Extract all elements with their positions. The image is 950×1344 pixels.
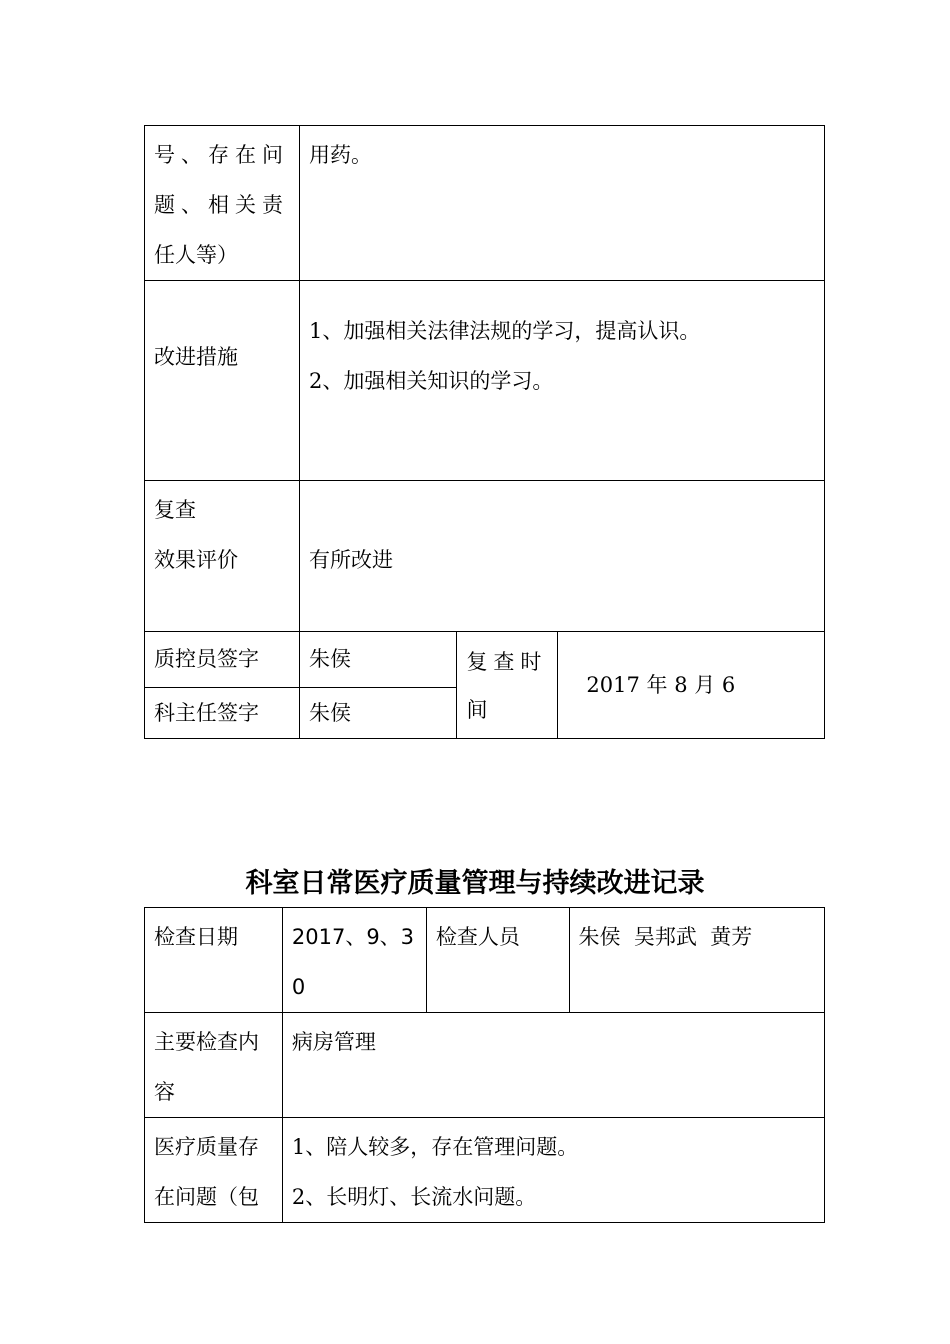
measure-item: 2、加强相关知识的学习。 [308, 368, 554, 393]
qc-value-cell [299, 632, 456, 688]
content-value: 病房管理 [291, 1030, 376, 1054]
problem-label-cell [145, 126, 300, 281]
measures-value-cell [299, 281, 824, 481]
date-label-cell [145, 908, 283, 1013]
date-value-line: 2017、9、3 [291, 925, 415, 949]
problem-value: 用药。 [308, 143, 372, 167]
problem-value-cell [299, 126, 824, 281]
director-label: 科主任签字 [154, 701, 259, 725]
review-label-line: 效果评价 [154, 548, 238, 572]
problem-label-line: 号、存在问 [154, 143, 289, 167]
inspector-names: 朱侯 吴邦武 黄芳 [578, 925, 753, 949]
recheck-time-value: 2017 年 8 月 6 [586, 673, 736, 697]
date-value-line: 0 [291, 975, 306, 999]
issues-value-cell [282, 1118, 824, 1223]
review-label-cell [145, 481, 300, 632]
inspector-label: 检查人员 [435, 925, 520, 949]
measures-label-cell [145, 281, 300, 481]
inspector-label-cell [426, 908, 569, 1013]
recheck-time-label-line: 复查时 [466, 650, 548, 674]
review-value: 有所改进 [308, 548, 393, 572]
director-value-cell [299, 688, 456, 739]
problem-label-line: 任人等） [154, 243, 238, 267]
inspector-value-cell [569, 908, 825, 1013]
content-label-line: 容 [154, 1080, 175, 1104]
measures-label: 改进措施 [154, 344, 238, 369]
issues-label-line: 在问题（包 [154, 1185, 259, 1209]
recheck-time-value-cell [558, 632, 825, 739]
date-value-cell [282, 908, 426, 1013]
director-label-cell [145, 688, 300, 739]
issues-label-line: 医疗质量存 [154, 1135, 259, 1159]
content-value-cell [282, 1013, 824, 1118]
record-table-1 [144, 125, 825, 739]
qc-label: 质控员签字 [154, 647, 259, 671]
issue-item: 1、陪人较多，存在管理问题。 [291, 1135, 579, 1159]
qc-label-cell [145, 632, 300, 688]
record-table-2 [144, 907, 825, 1223]
date-label: 检查日期 [154, 925, 238, 949]
review-label-line: 复查 [154, 498, 196, 522]
page-title: 科室日常医疗质量管理与持续改进记录 [245, 868, 705, 899]
qc-signature: 朱侯 [308, 647, 351, 671]
recheck-time-label-line: 间 [466, 698, 488, 722]
recheck-time-label-cell [457, 632, 558, 739]
issue-item: 2、长明灯、长流水问题。 [291, 1185, 537, 1209]
issues-label-cell [145, 1118, 283, 1223]
review-value-cell [299, 481, 824, 632]
measure-item: 1、加强相关法律法规的学习，提高认识。 [308, 318, 701, 343]
content-label-cell [145, 1013, 283, 1118]
director-signature: 朱侯 [308, 701, 351, 725]
problem-label-line: 题、相关责 [154, 193, 289, 217]
content-label-line: 主要检查内 [154, 1030, 259, 1054]
